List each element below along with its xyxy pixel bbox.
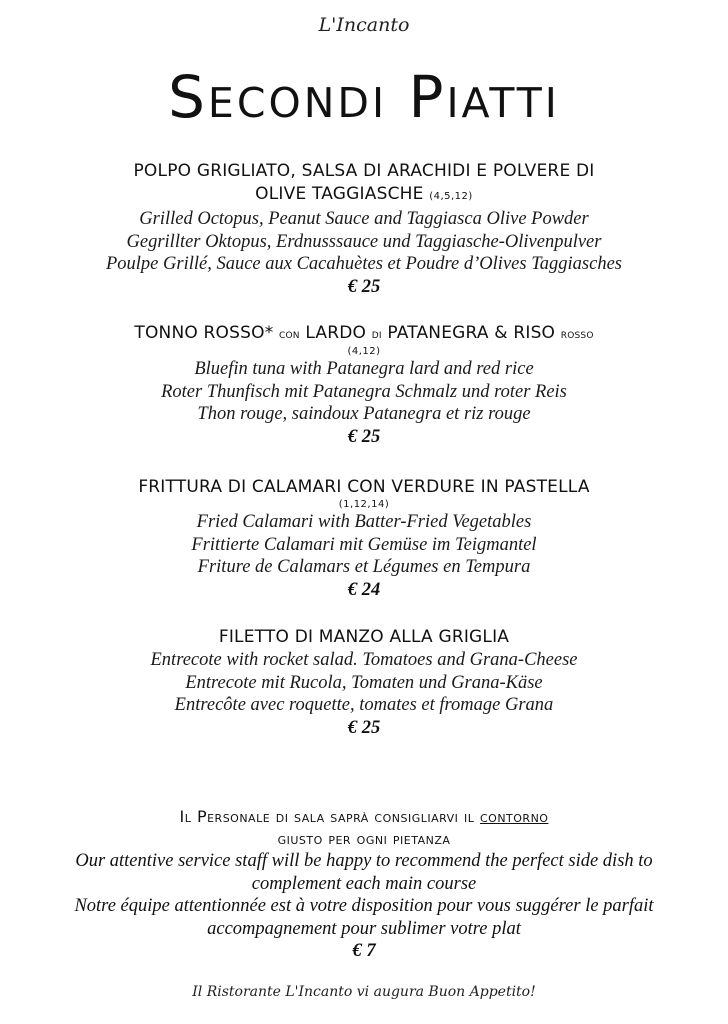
page-title: Secondi Piatti [168, 63, 560, 131]
dish-name [30, 160, 698, 208]
dish-desc-en: Fried Calamari with Batter-Fried Vegetables [196, 512, 532, 532]
dish-filetto [30, 626, 698, 739]
dish-desc-de: Gegrillter Oktopus, Erdnusssauce und Taggiasche-Olivenpulver [126, 231, 602, 252]
dish-desc-en: Entrecote with rocket salad. Tomatoes and Grana-Cheese [150, 650, 578, 670]
notice-desc-fr: Notre équipe attentionnée est à votre disposition pour vous suggérer le parfait accompagnement pour sublimer votre plat [74, 896, 654, 939]
notice-heading [40, 806, 688, 850]
dish-desc-fr: Friture de Calamars et Légumes en Tempura [197, 557, 531, 577]
dish-name-part: PATANEGRA & RISO [387, 323, 556, 343]
dish-name-part: LARDO [305, 323, 367, 343]
dish-desc-de: Roter Thunfisch mit Patanegra Schmalz und roter Reis [161, 381, 567, 402]
dish-name: FILETTO DI MANZO ALLA GRIGLIA [218, 627, 510, 647]
dish-name-part: di [371, 327, 382, 342]
dish-name-part: con [279, 327, 300, 342]
dish-price: € 25 [347, 276, 381, 297]
dish-tonno [30, 322, 698, 448]
dish-frittura [30, 476, 698, 601]
dish-name-part: TONNO ROSSO* [134, 323, 274, 343]
dish-name-line1: POLPO GRIGLIATO, SALSA DI ARACHIDI E POLVERE DI [133, 161, 595, 181]
dish-price: € 24 [347, 579, 381, 600]
notice-line1: Il Personale di sala saprà consigliarvi il [179, 807, 475, 826]
dish-price: € 25 [347, 717, 381, 738]
notice-underlined-word: contorno [479, 807, 549, 826]
side-dish-price: € 7 [352, 941, 376, 961]
dish-name: FRITTURA DI CALAMARI CON VERDURE IN PASTELLA [138, 477, 590, 497]
dish-desc-en: Grilled Octopus, Peanut Sauce and Taggiasca Olive Powder [139, 209, 589, 229]
notice-line2: giusto per ogni pietanza [277, 829, 451, 848]
dish-desc-fr: Thon rouge, saindoux Patanegra et riz rouge [197, 404, 531, 424]
allergen-codes: (1,12,14) [338, 499, 390, 510]
side-dish-notice [40, 806, 688, 962]
dish-price: € 25 [347, 426, 381, 447]
dish-polpo [30, 160, 698, 298]
dish-desc-fr: Poulpe Grillé, Sauce aux Cacahuètes et Poudre d’Olives Taggiasches [105, 254, 622, 274]
dish-name [30, 322, 698, 346]
dish-desc-fr: Entrecôte avec roquette, tomates et fromage Grana [174, 695, 554, 715]
dish-name-part: rosso [560, 327, 594, 342]
allergen-codes: (4,5,12) [429, 191, 473, 202]
dish-desc-de: Entrecote mit Rucola, Tomaten und Grana-Käse [185, 672, 543, 693]
restaurant-brand: L'Incanto [318, 14, 410, 36]
notice-desc-en: Our attentive service staff will be happy to recommend the perfect side dish to complement each main course [75, 851, 653, 894]
footer-greeting: Il Ristorante L'Incanto vi augura Buon Appetito! [192, 984, 536, 1000]
dish-desc-en: Bluefin tuna with Patanegra lard and red rice [194, 359, 534, 379]
dish-desc-de: Frittierte Calamari mit Gemüse im Teigmantel [191, 534, 537, 555]
dish-name-line2: OLIVE TAGGIASCHE [255, 184, 424, 204]
allergen-codes: (4,12) [347, 346, 381, 357]
